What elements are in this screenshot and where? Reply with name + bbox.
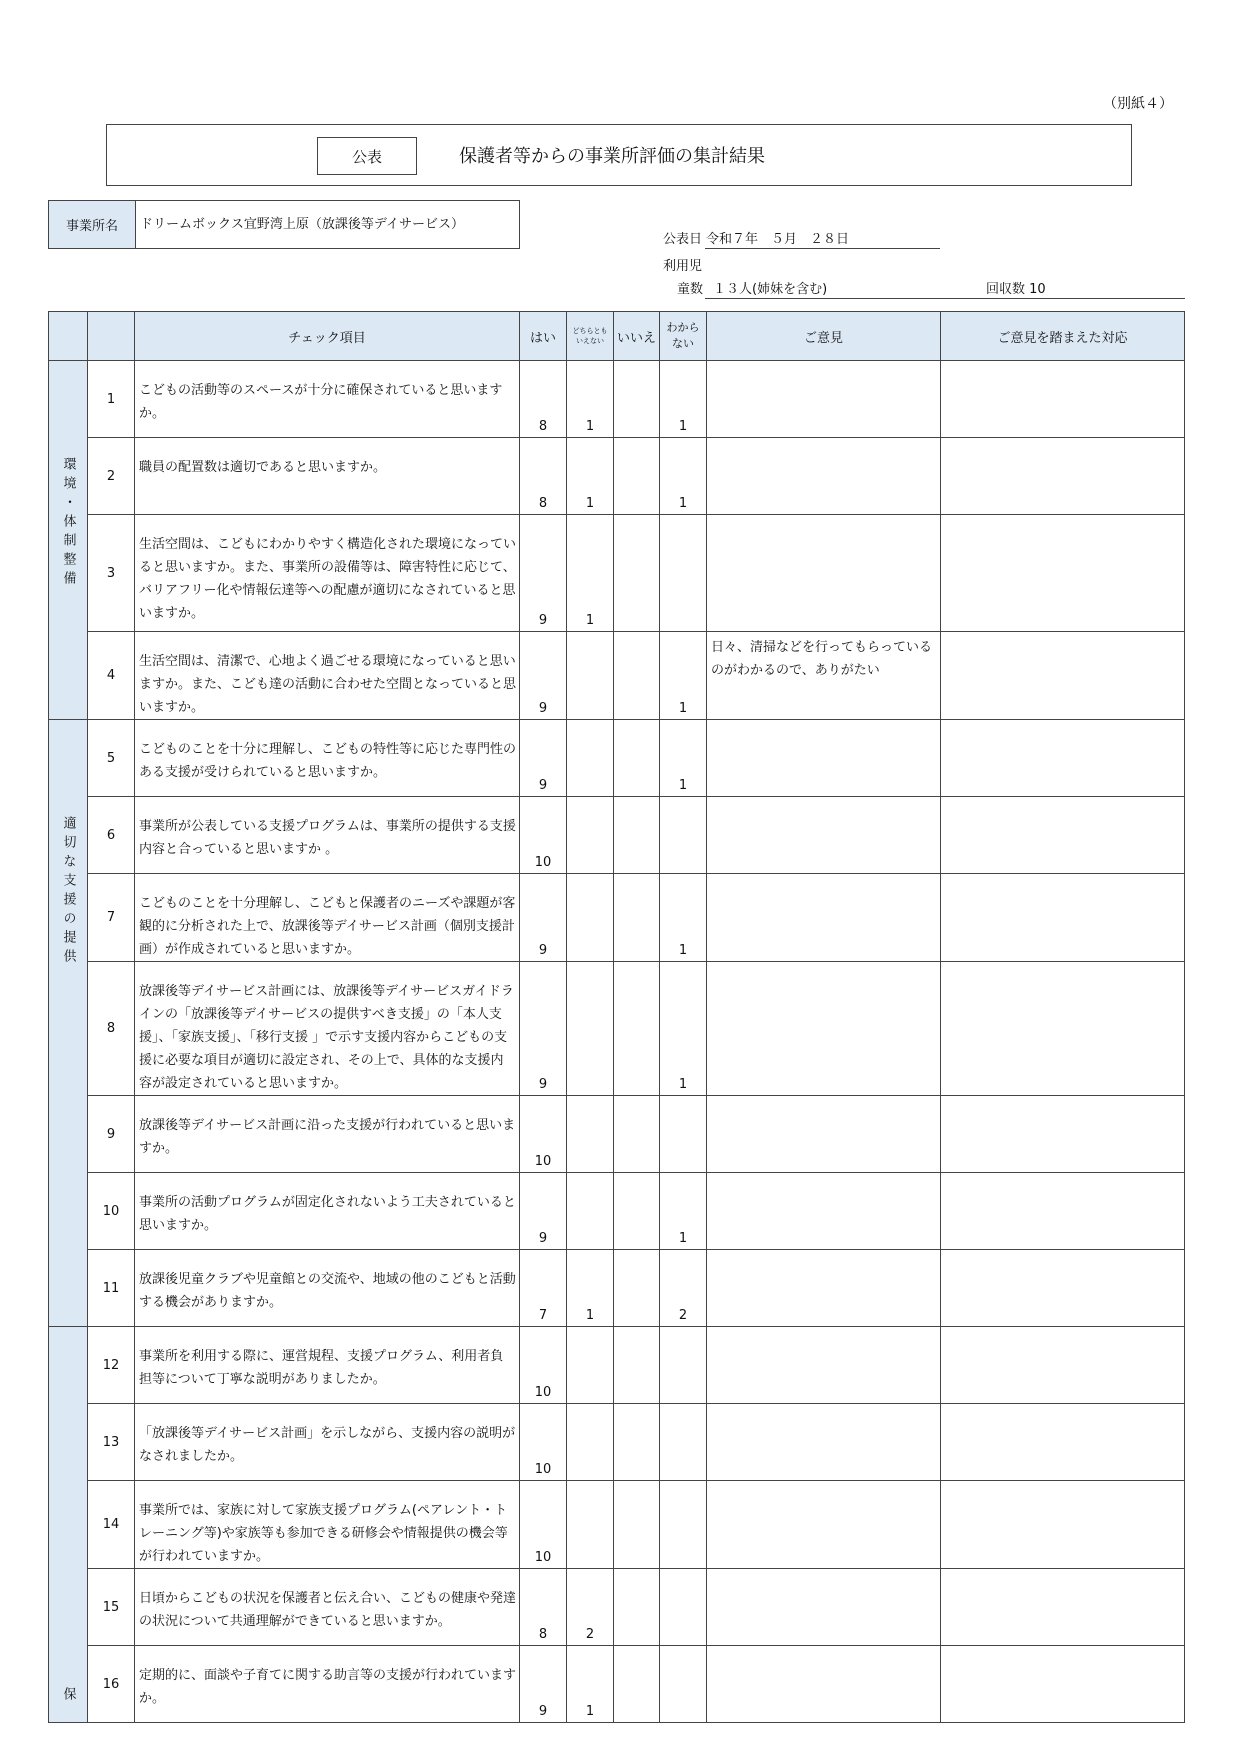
count-neither: [567, 962, 614, 1096]
opinion: [707, 1096, 941, 1173]
table-row: [49, 874, 1185, 962]
response: [941, 1096, 1185, 1173]
header-number: [88, 312, 135, 361]
opinion: [707, 1173, 941, 1250]
check-item: 事業所を利用する際に、運営規程、支援プログラム、利用者負担等について丁寧な説明がありましたか。: [135, 1327, 520, 1404]
response: [941, 1250, 1185, 1327]
check-item: こどものことを十分に理解し、こどもの特性等に応じた専門性のある支援が受けられていると思いますか。: [135, 720, 520, 797]
check-item: 生活空間は、清潔で、心地よく過ごせる環境になっていると思いますか。また、こども達の活動に合わせた空間となっていると思いますか。: [135, 632, 520, 720]
count-neither: [567, 1173, 614, 1250]
count-neither: [567, 874, 614, 962]
count-no: [614, 962, 660, 1096]
check-item: 放課後等デイサービス計画には、放課後等デイサービスガイドラインの「放課後等デイサービスの提供すべき支援」の「本人支援」、「家族支援」、「移行支援 」で示す支援内容からこどもの支援に必要な項目が適切に設定され、その上で、具体的な支援内容が設定されていると思いますか。: [135, 962, 520, 1096]
facility-name: ドリームボックス宜野湾上原（放課後等デイサービス）: [140, 217, 464, 232]
count-neither: [567, 1481, 614, 1569]
row-number: 2: [88, 438, 135, 515]
count-neither: [567, 1404, 614, 1481]
count-yes: 8: [520, 361, 567, 438]
count-no: [614, 1173, 660, 1250]
response: [941, 962, 1185, 1096]
count-neither: 1: [567, 361, 614, 438]
count-unknown: [660, 1481, 707, 1569]
count-neither: 1: [567, 515, 614, 632]
count-no: [614, 1646, 660, 1723]
count-no: [614, 515, 660, 632]
response: [941, 797, 1185, 874]
opinion: [707, 1646, 941, 1723]
count-yes: 10: [520, 1481, 567, 1569]
count-unknown: 2: [660, 1250, 707, 1327]
opinion: [707, 874, 941, 962]
count-no: [614, 1404, 660, 1481]
count-unknown: 1: [660, 632, 707, 720]
check-item: 放課後等デイサービス計画に沿った支援が行われていると思いますか。: [135, 1096, 520, 1173]
table-row: [49, 962, 1185, 1096]
row-number: 16: [88, 1646, 135, 1723]
count-neither: 1: [567, 1250, 614, 1327]
category-label: 保: [60, 1687, 76, 1706]
opinion: [707, 720, 941, 797]
row-number: 7: [88, 874, 135, 962]
count-no: [614, 1481, 660, 1569]
count-yes: 9: [520, 1646, 567, 1723]
count-no: [614, 1327, 660, 1404]
table-row: [49, 1404, 1185, 1481]
row-number: 6: [88, 797, 135, 874]
count-neither: 1: [567, 438, 614, 515]
opinion: [707, 1327, 941, 1404]
opinion: [707, 962, 941, 1096]
count-no: [614, 1250, 660, 1327]
header-unknown-line2: ない: [672, 337, 694, 350]
response: [941, 1481, 1185, 1569]
header-response: ご意見を踏まえた対応: [941, 312, 1185, 361]
count-no: [614, 361, 660, 438]
response: [941, 1404, 1185, 1481]
publish-date: 令和７年 ５月 ２８日: [706, 232, 850, 247]
category-appropriate-support: [49, 720, 88, 1327]
count-no: [614, 720, 660, 797]
count-no: [614, 797, 660, 874]
publish-badge: 公表: [317, 137, 417, 175]
table-row: [49, 1569, 1185, 1646]
count-no: [614, 1096, 660, 1173]
count-yes: 9: [520, 1173, 567, 1250]
users-label-1: 利用児: [663, 259, 703, 274]
count-unknown: [660, 797, 707, 874]
category-guardian: [49, 1327, 88, 1723]
count-yes: 8: [520, 438, 567, 515]
count-neither: [567, 1096, 614, 1173]
row-number: 10: [88, 1173, 135, 1250]
table-row: [49, 1173, 1185, 1250]
header-item: チェック項目: [135, 312, 520, 361]
row-number: 14: [88, 1481, 135, 1569]
table-row: [49, 438, 1185, 515]
header-neither: [567, 312, 614, 361]
opinion: [707, 1569, 941, 1646]
count-unknown: 1: [660, 1173, 707, 1250]
table-row: [49, 1250, 1185, 1327]
response: [941, 632, 1185, 720]
response: [941, 438, 1185, 515]
users-label-2: 童数: [677, 282, 704, 297]
row-number: 13: [88, 1404, 135, 1481]
check-item: 日頃からこどもの状況を保護者と伝え合い、こどもの健康や発達の状況について共通理解ができていると思いますか。: [135, 1569, 520, 1646]
check-item: 職員の配置数は適切であると思いますか。: [135, 438, 520, 515]
facility-box: [48, 200, 520, 249]
row-number: 8: [88, 962, 135, 1096]
count-neither: 2: [567, 1569, 614, 1646]
survey-table: [48, 311, 1185, 1723]
count-unknown: [660, 1096, 707, 1173]
count-yes: 10: [520, 1327, 567, 1404]
facility-label: 事業所名: [49, 201, 136, 248]
header-category: [49, 312, 88, 361]
response: [941, 361, 1185, 438]
response: [941, 1646, 1185, 1723]
header-yes: はい: [520, 312, 567, 361]
count-no: [614, 632, 660, 720]
count-neither: [567, 632, 614, 720]
count-yes: 9: [520, 962, 567, 1096]
count-unknown: [660, 1646, 707, 1723]
count-yes: 9: [520, 515, 567, 632]
count-yes: 9: [520, 632, 567, 720]
count-neither: [567, 797, 614, 874]
page-title: 保護者等からの事業所評価の集計結果: [459, 146, 765, 167]
opinion: 日々、清掃などを行ってもらっているのがわかるので、ありがたい: [707, 632, 941, 720]
category-environment: [49, 361, 88, 720]
header-neither-line1: どちらとも: [572, 327, 608, 335]
attachment-label: （別紙４）: [1103, 96, 1173, 112]
row-number: 3: [88, 515, 135, 632]
check-item: 事業所が公表している支援プログラムは、事業所の提供する支援内容と合っていると思いますか 。: [135, 797, 520, 874]
check-item: こどもの活動等のスペースが十分に確保されていると思いますか。: [135, 361, 520, 438]
check-item: こどものことを十分理解し、こどもと保護者のニーズや課題が客観的に分析された上で、放課後等デイサービス計画（個別支援計画）が作成されていると思いますか。: [135, 874, 520, 962]
row-number: 4: [88, 632, 135, 720]
count-neither: [567, 1327, 614, 1404]
check-item: 放課後児童クラブや児童館との交流や、地域の他のこどもと活動する機会がありますか。: [135, 1250, 520, 1327]
count-unknown: [660, 1569, 707, 1646]
count-yes: 10: [520, 1096, 567, 1173]
table-header: [49, 312, 1185, 361]
header-opinion: ご意見: [707, 312, 941, 361]
table-row: [49, 1646, 1185, 1723]
table-row: [49, 361, 1185, 438]
count-yes: 10: [520, 1404, 567, 1481]
count-neither: [567, 720, 614, 797]
publish-date-label: 公表日: [663, 232, 703, 247]
responses-count: 回収数 10: [986, 282, 1046, 297]
response: [941, 874, 1185, 962]
count-unknown: [660, 1404, 707, 1481]
count-unknown: 1: [660, 874, 707, 962]
header-unknown-line1: わから: [666, 321, 700, 334]
opinion: [707, 361, 941, 438]
count-no: [614, 438, 660, 515]
check-item: 事業所では、家族に対して家族支援プログラム(ペアレント・トレーニング等)や家族等も参加できる研修会や情報提供の機会等が行われていますか。: [135, 1481, 520, 1569]
header-unknown: [660, 312, 707, 361]
table-row: [49, 1096, 1185, 1173]
response: [941, 1569, 1185, 1646]
count-unknown: 1: [660, 438, 707, 515]
publish-date-underline: [705, 248, 940, 249]
row-number: 12: [88, 1327, 135, 1404]
check-item: 「放課後等デイサービス計画」を示しながら、支援内容の説明がなされましたか。: [135, 1404, 520, 1481]
count-yes: 7: [520, 1250, 567, 1327]
check-item: 生活空間は、こどもにわかりやすく構造化された環境になっていると思いますか。また、事業所の設備等は、障害特性に応じて、バリアフリー化や情報伝達等への配慮が適切になされていると思いますか。: [135, 515, 520, 632]
table-row: [49, 1481, 1185, 1569]
table-row: [49, 632, 1185, 720]
response: [941, 515, 1185, 632]
count-yes: 10: [520, 797, 567, 874]
count-no: [614, 874, 660, 962]
row-number: 11: [88, 1250, 135, 1327]
count-unknown: 1: [660, 720, 707, 797]
opinion: [707, 1481, 941, 1569]
count-unknown: 1: [660, 962, 707, 1096]
title-box: [106, 124, 1132, 186]
opinion: [707, 1250, 941, 1327]
count-neither: 1: [567, 1646, 614, 1723]
opinion: [707, 797, 941, 874]
count-unknown: [660, 1327, 707, 1404]
row-number: 5: [88, 720, 135, 797]
count-unknown: 1: [660, 361, 707, 438]
response: [941, 1327, 1185, 1404]
table-row: [49, 515, 1185, 632]
response: [941, 720, 1185, 797]
count-unknown: [660, 515, 707, 632]
opinion: [707, 1404, 941, 1481]
table-row: [49, 1327, 1185, 1404]
count-yes: 9: [520, 720, 567, 797]
category-label: 環境・体制整備: [60, 457, 76, 590]
count-yes: 8: [520, 1569, 567, 1646]
row-number: 1: [88, 361, 135, 438]
header-no: いいえ: [614, 312, 660, 361]
category-label: 適切な支援の提供: [60, 816, 76, 968]
table-row: [49, 720, 1185, 797]
opinion: [707, 438, 941, 515]
users-count: １３人(姉妹を含む): [713, 282, 828, 297]
table-row: [49, 797, 1185, 874]
response: [941, 1173, 1185, 1250]
count-yes: 9: [520, 874, 567, 962]
row-number: 9: [88, 1096, 135, 1173]
users-underline: [705, 298, 1185, 299]
count-no: [614, 1569, 660, 1646]
row-number: 15: [88, 1569, 135, 1646]
check-item: 事業所の活動プログラムが固定化されないよう工夫されていると思いますか。: [135, 1173, 520, 1250]
check-item: 定期的に、面談や子育てに関する助言等の支援が行われていますか。: [135, 1646, 520, 1723]
opinion: [707, 515, 941, 632]
header-neither-line2: いえない: [576, 337, 604, 345]
